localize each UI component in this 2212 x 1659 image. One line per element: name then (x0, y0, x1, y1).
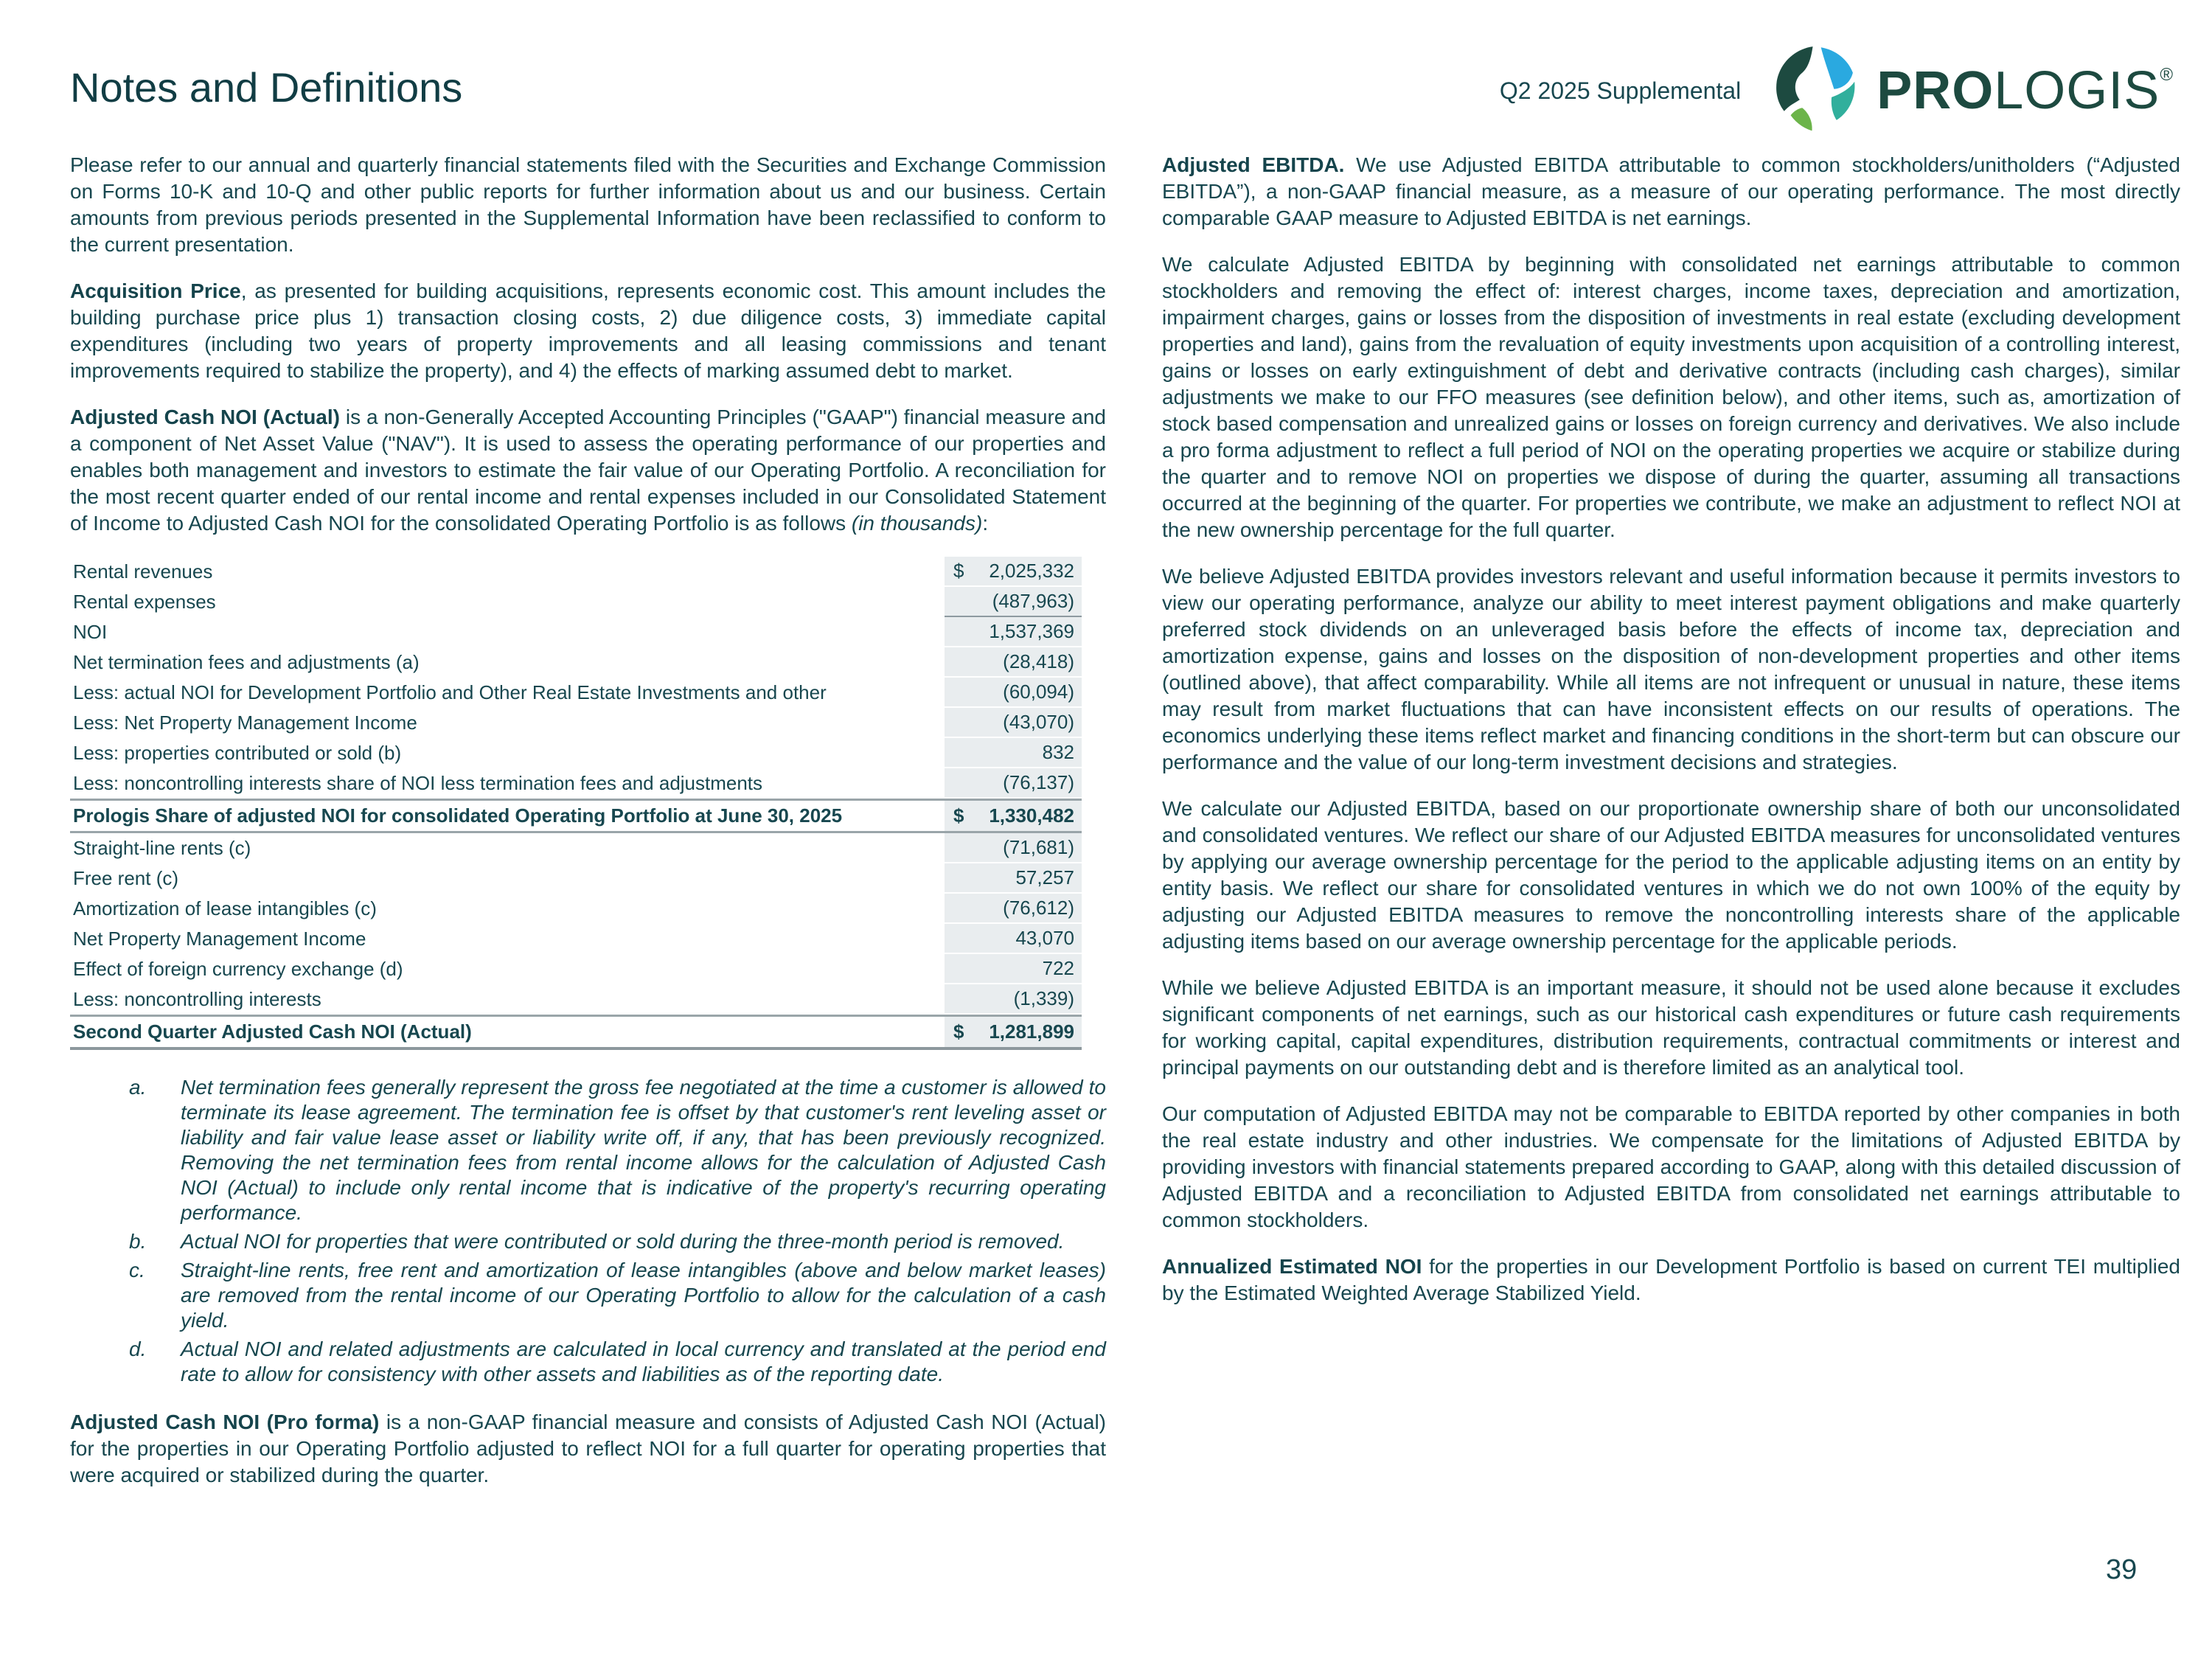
colon: : (982, 512, 989, 535)
table-row (70, 954, 1082, 984)
row-label: Less: properties contributed or sold (b) (73, 742, 402, 764)
table-row (70, 924, 1082, 954)
table-row (70, 833, 1082, 863)
row-label: Less: noncontrolling interests share of NOI less termination fees and adjustments (73, 772, 763, 794)
row-value: (76,612) (1003, 897, 1074, 919)
footnote-text: Actual NOI for properties that were contributed or sold during the three-month period is removed. (181, 1230, 1065, 1253)
row-value-cell (945, 863, 1082, 894)
supplemental-label: Q2 2025 Supplemental (1499, 77, 1742, 104)
row-value: 1,330,482 (989, 804, 1074, 827)
row-value-cell (945, 1017, 1082, 1047)
row-value: (71,681) (1003, 836, 1074, 858)
row-value: (43,070) (1003, 711, 1074, 733)
footnote-letter: d. (129, 1338, 147, 1360)
row-value: (1,339) (1013, 987, 1074, 1009)
row-value: (76,137) (1003, 771, 1074, 793)
wordmark-logis: LOGIS (1994, 61, 2160, 120)
row-value: 43,070 (1015, 927, 1074, 949)
footnote-c (129, 1258, 1106, 1333)
row-value: 722 (1042, 957, 1074, 979)
row-label: Free rent (c) (73, 867, 179, 889)
row-value: (60,094) (1003, 681, 1074, 703)
left-column (70, 152, 1106, 1509)
row-value-cell (945, 768, 1082, 799)
row-value: 57,257 (1015, 866, 1074, 888)
paragraph-text: for the properties in our Development Portfolio is based on current TEI multiplied by the Estimated Weighted Average Stabilized Yield. (1162, 1255, 2180, 1304)
adjusted-cash-noi-actual-paragraph (70, 404, 1106, 537)
row-value-cell (945, 557, 1082, 587)
footnote-text: Straight-line rents, free rent and amortization of lease intangibles (above and below market leases) are removed from the rental income of our Operating Portfolio to allow for the calculation of a cash yield. (181, 1259, 1106, 1332)
row-label: Less: actual NOI for Development Portfolio and Other Real Estate Investments and other (73, 681, 827, 703)
row-value-cell (945, 647, 1082, 678)
table-row (70, 617, 1082, 647)
row-value-cell (945, 678, 1082, 708)
intro-paragraph (70, 152, 1106, 258)
row-value-cell (945, 587, 1082, 617)
table-row (70, 678, 1082, 708)
adjusted-ebitda-lead: Adjusted EBITDA. (1162, 153, 1345, 176)
annualized-estimated-noi-lead: Annualized Estimated NOI (1162, 1255, 1422, 1278)
ebitda-limitations-paragraph (1162, 975, 2180, 1081)
row-value: 832 (1042, 741, 1074, 763)
acquisition-price-text: , as presented for building acquisitions, represents economic cost. This amount includes the building purchase price plus 1) transaction closing costs, 2) due diligence costs, 3) immediate capital expenditures (including two years of property improvements and all leasing commissions and tenant improvements required to stabilize the property), and 4) the effects of marking assumed debt to market. (70, 279, 1107, 382)
table-row (70, 863, 1082, 894)
row-label: Rental expenses (73, 591, 216, 613)
intro-text: Please refer to our annual and quarterly financial statements filed with the Securities and Exchange Commission on Forms 10-K and 10-Q and other public reports for further information about us and our business. Certain amounts from previous periods presented in the Supplemental Information have been reclassified to conform to the current presentation. (70, 153, 1106, 256)
paragraph-text: While we believe Adjusted EBITDA is an important measure, it should not be used alone because it excludes significant components of net earnings, such as our historical cash expenditures or future cash requirements for working capital, capital expenditures, distribution requirements, contractual commitments or interest and principal payments on our outstanding debt and is therefore limited as an analytical tool. (1162, 976, 2180, 1079)
dollar-sign: $ (953, 1020, 964, 1043)
right-column (1162, 152, 2180, 1509)
footnotes-list (70, 1075, 1106, 1387)
row-value-cell (945, 617, 1082, 647)
row-value: (487,963) (992, 590, 1074, 612)
paragraph-text: We use Adjusted EBITDA attributable to common stockholders/unitholders (“Adjusted EBITDA”), a non-GAAP financial measure, as a measure of our operating performance. The most directly comparable GAAP measure to Adjusted EBITDA is net earnings. (1162, 153, 2181, 229)
dollar-sign: $ (953, 560, 964, 582)
row-label: NOI (73, 621, 108, 643)
acquisition-price-paragraph (70, 278, 1106, 384)
row-label: Second Quarter Adjusted Cash NOI (Actual) (73, 1020, 472, 1043)
content-columns (70, 152, 2180, 1509)
wordmark-pro: PRO (1877, 61, 1994, 120)
page-title: Notes and Definitions (70, 64, 463, 111)
registered-trademark-symbol: ® (2160, 65, 2174, 85)
table-row (70, 894, 1082, 924)
in-thousands-note: (in thousands) (851, 512, 983, 535)
prologis-wordmark (1877, 61, 2174, 120)
row-label: Amortization of lease intangibles (c) (73, 897, 377, 919)
paragraph-text: We calculate Adjusted EBITDA by beginning with consolidated net earnings attributable to common stockholders and removing the effect of: interest charges, income taxes, depreciation and amortization, impairment charges, gains or losses from the disposition of investments in real estate (excluding development properties and land), gains from the revaluation of equity investments upon acquisition of a controlling interest, gains or losses on early extinguishment of debt and derivative contracts (including cash charges), similar adjustments we make to our FFO measures (see definition below), and other items, such as, amortization of stock based compensation and unrealized gains or losses on foreign currency and derivatives. We also include a pro forma adjustment to reflect a full period of NOI on the operating properties we acquire or stabilize during the quarter and to remove NOI on properties we dispose of during the quarter, assuming all transactions occurred at the beginning of the quarter. For properties we contribute, we make an adjustment to reflect NOI at the new ownership percentage for the full quarter. (1162, 253, 2180, 541)
footnote-letter: c. (129, 1259, 145, 1281)
prologis-globe-icon (1775, 46, 1857, 136)
table-row (70, 984, 1082, 1015)
row-value: 1,281,899 (989, 1020, 1074, 1043)
adjusted-cash-noi-actual-text: is a non-Generally Accepted Accounting Principles ("GAAP") financial measure and a component of Net Asset Value ("NAV"). It is used to assess the operating performance of our properties and enables both management and investors to estimate the fair value of our Operating Portfolio. A reconciliation for the most recent quarter ended of our rental income and rental expenses included in our Consolidated Statement of Income to Adjusted Cash NOI for the consolidated Operating Portfolio is as follows (70, 406, 1106, 535)
row-value-cell (945, 984, 1082, 1015)
row-label: Effect of foreign currency exchange (d) (73, 958, 403, 980)
header-right (1500, 43, 2174, 139)
table-row (70, 587, 1082, 617)
row-label: Net Property Management Income (73, 928, 366, 950)
adjusted-cash-noi-proforma-paragraph (70, 1409, 1106, 1489)
paragraph-text: We believe Adjusted EBITDA provides investors relevant and useful information because it permits investors to view our operating performance, analyze our ability to meet interest payment obligations and make quarterly preferred stock dividends on an unleveraged basis before the effects of income tax, depreciation and amortization expense, gains and losses on the disposition of non-development properties and other items (outlined above), that affect comparability. While all items are not infrequent or unusual in nature, these items may result from market fluctuations that can have inconsistent effects on our results of operations. The economics underlying these items reflect market and financing conditions in the short-term but can obscure our performance and the value of our long-term investment decisions and strategies. (1162, 565, 2180, 773)
adjusted-ebitda-paragraph (1162, 152, 2180, 232)
adjusted-cash-noi-proforma-lead: Adjusted Cash NOI (Pro forma) (70, 1411, 380, 1433)
row-value-cell (945, 708, 1082, 738)
ebitda-proportionate-paragraph (1162, 796, 2180, 955)
footnote-b (129, 1229, 1106, 1254)
row-value: (28,418) (1003, 650, 1074, 672)
prologis-logo (1775, 46, 2174, 136)
footnote-a (129, 1075, 1106, 1225)
row-label: Straight-line rents (c) (73, 837, 251, 859)
ebitda-comparability-paragraph (1162, 1101, 2180, 1234)
row-value-cell (945, 833, 1082, 863)
footnote-d (129, 1337, 1106, 1387)
table-row (70, 708, 1082, 738)
footnote-letter: b. (129, 1230, 147, 1253)
row-value: 2,025,332 (989, 560, 1074, 582)
acquisition-price-lead: Acquisition Price (70, 279, 241, 302)
page-number: 39 (2106, 1554, 2138, 1585)
table-total-row (70, 799, 1082, 833)
footnote-letter: a. (129, 1076, 147, 1099)
footnote-text: Net termination fees generally represent the gross fee negotiated at the time a customer is allowed to terminate its lease agreement. The termination fee is offset by that customer's rent leveling asset or liability and fair value lease asset or liability write off, if any, that has been previously recognized. Removing the net termination fees from rental income allows for the calculation of Adjusted Cash NOI (Actual) to include only rental income that is indicative of the property's recurring operating performance. (181, 1076, 1106, 1224)
adjusted-cash-noi-proforma-text: is a non-GAAP financial measure and consists of Adjusted Cash NOI (Actual) for the properties in our Operating Portfolio adjusted to reflect NOI for a full quarter for operating properties that were acquired or stabilized during the quarter. (70, 1411, 1106, 1486)
table-total-row (70, 1015, 1082, 1050)
row-value-cell (945, 738, 1082, 768)
table-row (70, 647, 1082, 678)
row-label: Prologis Share of adjusted NOI for consolidated Operating Portfolio at June 30, 2025 (73, 804, 843, 827)
row-label: Less: noncontrolling interests (73, 988, 321, 1010)
table-row (70, 768, 1082, 799)
adjusted-cash-noi-actual-lead: Adjusted Cash NOI (Actual) (70, 406, 340, 428)
dollar-sign: $ (953, 804, 964, 827)
row-value-cell (945, 954, 1082, 984)
ebitda-believe-paragraph (1162, 563, 2180, 776)
row-value: 1,537,369 (989, 620, 1074, 642)
row-value-cell (945, 894, 1082, 924)
row-label: Rental revenues (73, 560, 213, 582)
paragraph-text: Our computation of Adjusted EBITDA may not be comparable to EBITDA reported by other companies in both the real estate industry and other industries. We compensate for the limitations of Adjusted EBITDA by providing investors with financial statements prepared according to GAAP, along with this detailed discussion of Adjusted EBITDA and a reconciliation to Adjusted EBITDA from consolidated net earnings attributable to common stockholders. (1162, 1102, 2180, 1231)
row-value-cell (945, 924, 1082, 954)
table-row (70, 557, 1082, 587)
row-value-cell (945, 801, 1082, 831)
adjusted-cash-noi-reconciliation-table (70, 557, 1082, 1050)
footnote-text: Actual NOI and related adjustments are calculated in local currency and translated at the period end rate to allow for consistency with other assets and liabilities as of the reporting date. (181, 1338, 1106, 1385)
row-label: Net termination fees and adjustments (a) (73, 651, 420, 673)
paragraph-text: We calculate our Adjusted EBITDA, based on our proportionate ownership share of both our unconsolidated and consolidated ventures. We reflect our share of our Adjusted EBITDA measures for unconsolidated ventures by applying our average ownership percentage for the period to the applicable adjusting items on an entity by entity basis. We reflect our share for consolidated ventures in which we do not own 100% of the equity by adjusting our Adjusted EBITDA measures to remove the noncontrolling interests share of the applicable adjusting items based on our average ownership percentage for the applicable periods. (1162, 797, 2180, 953)
table-row (70, 738, 1082, 768)
row-label: Less: Net Property Management Income (73, 712, 417, 734)
annualized-estimated-noi-paragraph (1162, 1253, 2180, 1307)
ebitda-calculation-paragraph (1162, 251, 2180, 543)
